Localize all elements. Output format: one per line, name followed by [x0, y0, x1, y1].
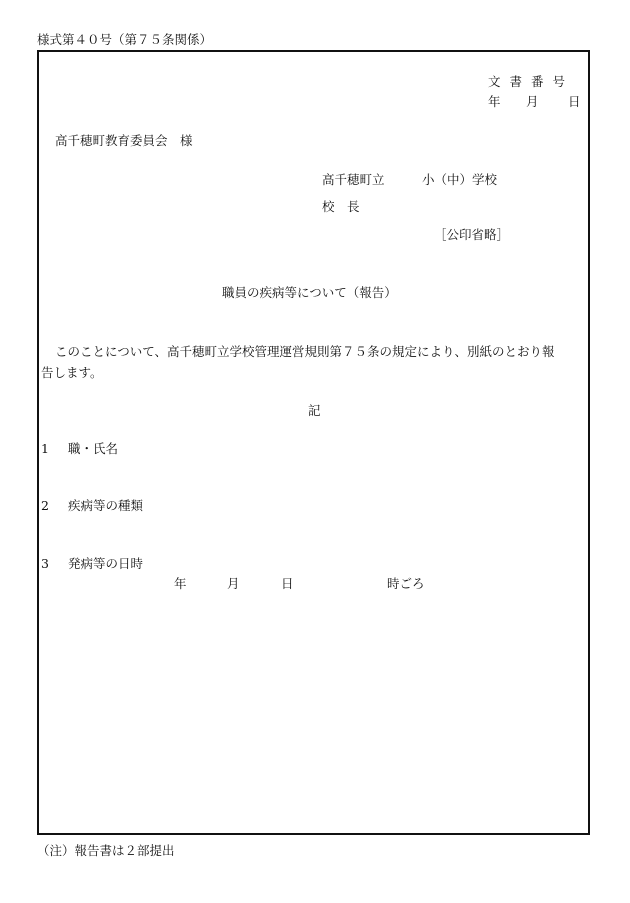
item-1-number: 1 — [41, 441, 49, 456]
body-text-line-2: 告します。 — [41, 365, 103, 380]
date-month-label: 月 — [526, 94, 539, 109]
date-line — [488, 96, 580, 110]
document-number-label: 文書番号 — [488, 74, 575, 89]
item-2-label: 疾病等の種類 — [68, 498, 144, 513]
document-subject: 職員の疾病等について（報告） — [222, 285, 397, 300]
footnote: （注）報告書は２部提出 — [37, 843, 175, 858]
date-day-label: 日 — [568, 94, 581, 109]
sender-title: 校 長 — [322, 199, 360, 214]
sender-school: 高千穂町立 小（中）学校 — [322, 172, 498, 187]
form-frame — [37, 50, 590, 835]
item-2-number: 2 — [41, 498, 49, 513]
item-3-number: 3 — [41, 556, 49, 571]
ki-heading: 記 — [308, 403, 321, 418]
datetime-day-label: 日 — [281, 576, 294, 591]
datetime-month-label: 月 — [227, 576, 240, 591]
form-number: 様式第４０号（第７５条関係） — [37, 32, 213, 47]
item-3-label: 発病等の日時 — [68, 556, 144, 571]
body-text-line-1: このことについて、高千穂町立学校管理運営規則第７５条の規定により、別紙のとおり報 — [55, 344, 555, 359]
item-1-label: 職・氏名 — [68, 441, 119, 456]
addressee: 高千穂町教育委員会 様 — [55, 133, 193, 148]
seal-note: ［公印省略］ — [434, 227, 510, 242]
datetime-hour-label: 時ごろ — [387, 576, 425, 591]
datetime-year-label: 年 — [174, 576, 187, 591]
date-year-label: 年 — [488, 94, 501, 109]
